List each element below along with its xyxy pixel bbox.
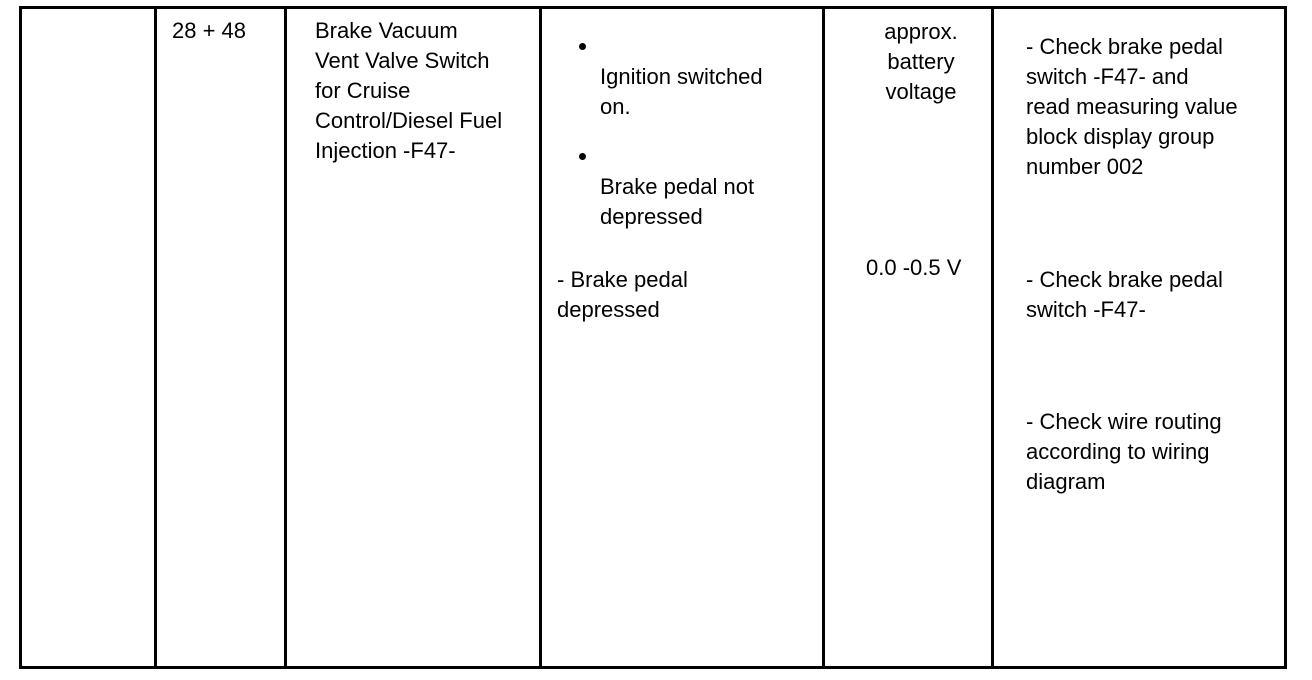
test-conditions-list bbox=[570, 32, 820, 252]
list-item bbox=[570, 32, 820, 122]
pin-numbers-cell: 28 + 48 bbox=[172, 18, 247, 43]
condition-cell-2: - Brake pedal depressed bbox=[557, 267, 688, 322]
bullet-icon bbox=[579, 43, 586, 50]
remedy-cell-1: - Check brake pedal switch -F47- and read measuring value block display group number 002 bbox=[1026, 34, 1238, 179]
column-divider bbox=[284, 6, 287, 669]
condition-text: Ignition switched on. bbox=[600, 64, 763, 119]
nominal-value-2: 0.0 -0.5 V bbox=[866, 255, 962, 280]
component-cell: Brake Vacuum Vent Valve Switch for Cruise Control/Diesel Fuel Injection -F47- bbox=[315, 18, 503, 163]
column-divider bbox=[539, 6, 542, 669]
condition-text: Brake pedal not depressed bbox=[600, 174, 755, 229]
remedy-cell-3: - Check wire routing according to wiring diagram bbox=[1026, 409, 1222, 494]
list-item bbox=[570, 142, 820, 232]
column-divider bbox=[154, 6, 157, 669]
remedy-cell-2: - Check brake pedal switch -F47- bbox=[1026, 267, 1223, 322]
column-divider bbox=[822, 6, 825, 669]
bullet-icon bbox=[579, 153, 586, 160]
nominal-value-1: approx. battery voltage bbox=[884, 19, 958, 104]
